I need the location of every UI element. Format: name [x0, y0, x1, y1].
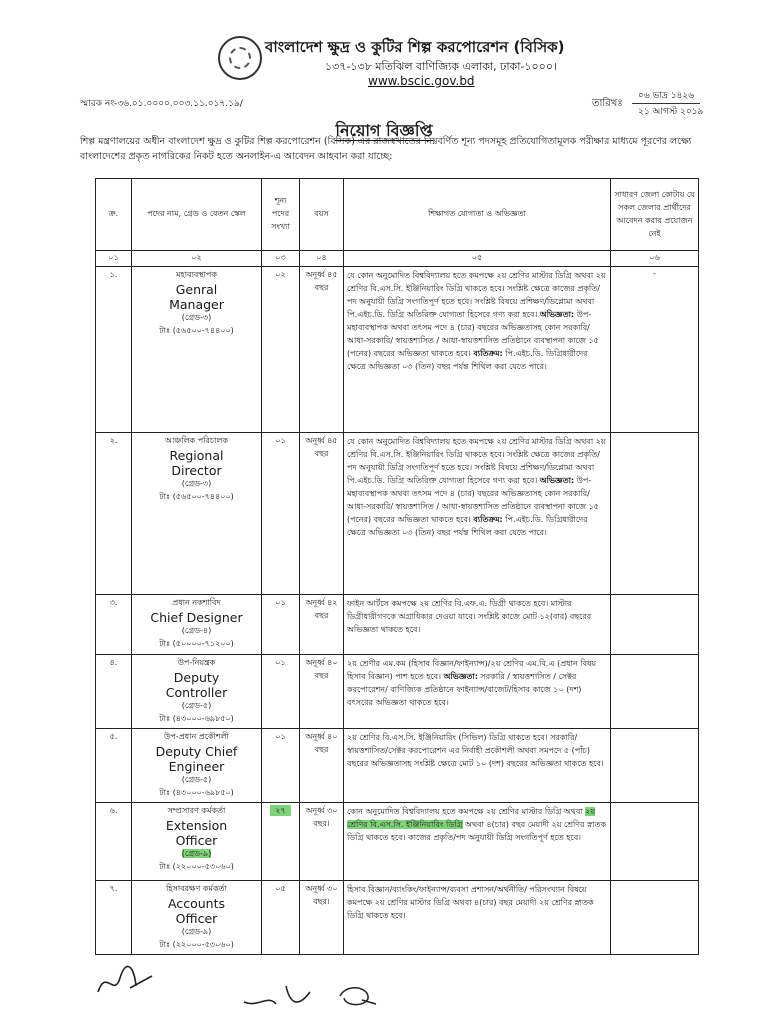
- post-cell: [132, 881, 262, 955]
- row-sl: ৪.: [96, 655, 132, 729]
- vacancy-table: [95, 178, 699, 955]
- row-sl: ৭.: [96, 881, 132, 955]
- post-name-en: Deputy: [173, 670, 220, 685]
- post-grade: (গ্রেড-৫): [181, 775, 212, 784]
- qualification-cell: [344, 267, 611, 433]
- vacancy-count-highlight: ২৭: [270, 805, 290, 816]
- org-name: বাংলাদেশ ক্ষুদ্র ও কুটির শিল্প করপোরেশন (বিসিক): [265, 38, 565, 56]
- bscic-logo: [218, 36, 262, 80]
- qualification-text: যে কোন অনুমোদিত বিশ্ববিদ্যালয় হতে কমপক্ষে ২য় শ্রেণির মাস্টার ডিগ্রি অথবা ২য় শ্রেণির বি.এস.সি. ইঞ্জিনিয়ারিং ডিগ্রি থাকতে হবে। সংশ্লিষ্ট ক্ষেত্রে কাজের প্রকৃতি/পদ অনুযায়ী ডিগ্রি সংগতিপূর্ণ হতে হবে। সংশ্লিষ্ট বিষয়ে প্রশিক্ষণ/ডিপ্লোমা অথবা পি.এইচ.ডি. ডিগ্রি অতিরিক্ত যোগ্যতা হিসেবে গণ্য করা হবে।: [347, 271, 606, 319]
- age-limit: অনূর্ধ্ব ৪০ বছর: [300, 729, 344, 803]
- post-name-en: Regional: [169, 448, 224, 463]
- experience-text: উপ-মহাব্যবস্থাপক অথবা তৎসম পদে ৪ (চার) বছরের অভিজ্ঞতাসহ কোন সরকারি/আধা-সরকারি/ স্বায়ত্তশাসিত / আধা-স্বায়ত্তশাসিত প্রতিষ্ঠানে ব্যবস্থাপনা কাজে ১৫ (পনের) বছরের অভিজ্ঞতা থাকতে হবে।: [347, 476, 599, 524]
- post-name-bn: সম্প্রসারণ কর্মকর্তা: [167, 806, 226, 815]
- reference-number: স্মারক নং-৩৬.০১.০০০০.০০৩.১১.০১৭.১৯/: [80, 99, 243, 109]
- post-name-en: Chief Designer: [150, 610, 243, 625]
- district-quota-note: [611, 655, 699, 729]
- col-header-sl: ক্র.: [96, 179, 132, 251]
- table-header-row: [96, 179, 699, 251]
- post-pay-scale: টাঃ (৪৩০০০-৬৯৮৫০): [159, 714, 234, 723]
- col-number: ০১: [96, 251, 132, 267]
- post-name-en: Engineer: [168, 759, 225, 774]
- signature-1: [90, 958, 160, 1008]
- post-name-en: Manager: [169, 297, 224, 312]
- age-limit: অনূর্ধ্ব ৩০ বছর।: [300, 881, 344, 955]
- post-name-en: Controller: [165, 685, 228, 700]
- column-number-row: [96, 251, 699, 267]
- post-name-en: Accounts: [168, 896, 225, 911]
- table-row: [96, 267, 699, 433]
- post-name-bn: প্রধান নকশাবিদ: [172, 598, 221, 607]
- post-cell: [132, 595, 262, 655]
- post-grade: (গ্রেড-৯): [181, 927, 212, 936]
- post-pay-scale: টাঃ (২২০০০-৫৩০৬০): [159, 940, 234, 949]
- post-pay-scale: টাঃ (৫০০০০-৭১২০০): [159, 639, 234, 648]
- post-pay-scale: টাঃ (২২০০০-৫৩০৬০): [159, 862, 234, 871]
- district-quota-note: [611, 881, 699, 955]
- age-limit: অনূর্ধ্ব ৪২ বছর: [300, 595, 344, 655]
- col-header-qualification: শিক্ষাগত যোগ্যতা ও অভিজ্ঞতা: [344, 179, 611, 251]
- vacancy-count: ০১: [262, 655, 300, 729]
- age-limit: অনূর্ধ্ব ৪০ বছর: [300, 655, 344, 729]
- vacancy-count: [262, 803, 300, 881]
- post-name-bn: মহাব্যবস্থাপক: [176, 270, 217, 279]
- signature-3: [332, 982, 382, 1012]
- post-grade: (গ্রেড-৪): [181, 626, 212, 635]
- post-name-en: Director: [171, 463, 222, 478]
- post-pay-scale: টাঃ (৫৬৫০০-৭৪৪০০): [159, 326, 234, 335]
- qualification-text: ২য় শ্রেণির বি.এস.সি. ইঞ্জিনিয়ারিং (সিভিল) ডিগ্রি থাকতে হবে। সরকারি/স্বায়ত্তশাসিত/সেক্টর করপোরেশন এর নির্বাহী প্রকৌশলী অথবা সমপদে ৫ (পাঁচ) বছরের অভিজ্ঞতাসহ সংশ্লিষ্ট ক্ষেত্রে মোট ১০ (দশ) বছরের অভিজ্ঞতা থাকতে হবে।: [344, 729, 611, 803]
- post-name-en: Genral: [175, 282, 218, 297]
- signature-2: [238, 978, 318, 1018]
- post-cell: [132, 803, 262, 881]
- post-cell: [132, 729, 262, 803]
- col-header-post: পদের নাম, গ্রেড ও বেতন স্কেল: [132, 179, 262, 251]
- post-name-en: Deputy Chief: [155, 744, 238, 759]
- date-label: তারিখঃ: [592, 98, 623, 109]
- post-grade: [135, 848, 258, 861]
- age-limit: অনূর্ধ্ব ৪৫ বছর: [300, 267, 344, 433]
- post-name-bn: উপ-নিয়ন্ত্রক: [177, 658, 216, 667]
- qualification-text: ফাইন আর্টসে কমপক্ষে ২য় শ্রেণির বি.এফ.এ. ডিগ্রী থাকতে হবে। মাস্টার ডিগ্রীধারীগণকে অগ্রাধিকার দেওয়া যাবে। সংশ্লিষ্ট কাজে মোট ১২(বার) বছরের অভিজ্ঞতা থাকতে হবে।: [344, 595, 611, 655]
- qualification-text: হিসাব বিজ্ঞান/ব্যাংকিং/ফাইন্যান্স/ব্যবসা প্রশাসন/অর্থনীতি/ পরিসংখ্যান বিষয়ে কমপক্ষে ২য় শ্রেণির মাস্টার ডিগ্রি অথবা ৪(চার) বছর মেয়াদী ২য় শ্রেণির স্নাতক ডিগ্রি থাকতে হবে।: [344, 881, 611, 955]
- col-header-age: বয়স: [300, 179, 344, 251]
- qualification-text: যে কোন অনুমোদিত বিশ্ববিদ্যালয় হতে কমপক্ষে ২য় শ্রেণির মাস্টার ডিগ্রি অথবা ২য় শ্রেণির বি.এস.সি. ইঞ্জিনিয়ারিং ডিগ্রি থাকতে হবে। সংশ্লিষ্ট ক্ষেত্রে কাজের প্রকৃতি/পদ অনুযায়ী ডিগ্রি সংগতিপূর্ণ হতে হবে। সংশ্লিষ্ট বিষয়ে প্রশিক্ষণ/ডিপ্লোমা অথবা পি.এইচ.ডি. ডিগ্রি অতিরিক্ত যোগ্যতা হিসেবে গণ্য করা হবে।: [347, 437, 606, 485]
- table-row: [96, 595, 699, 655]
- row-sl: ৩.: [96, 595, 132, 655]
- table-row: [96, 729, 699, 803]
- post-cell: [132, 433, 262, 595]
- qualification-highlight: ২য় শ্রেণির বি.এস.সি. ইঞ্জিনিয়ারিং ডিগ্রি: [347, 807, 596, 829]
- exception-text: পি.এইচ.ডি. ডিগ্রিধারীদের ক্ষেত্রে অভিজ্ঞতা ০৩ (তিন) বছর পর্যন্ত শিথিল করা যেতে পারে।: [347, 349, 588, 371]
- exception-label: ব্যতিক্রম:: [473, 349, 503, 358]
- exception-text: পি.এইচ.ডি. ডিগ্রিধারীদের ক্ষেত্রে অভিজ্ঞতা ০৩ (তিন) বছর পর্যন্ত শিথিল করা যেতে পারে।: [347, 515, 588, 537]
- qualification-cell: [344, 655, 611, 729]
- col-number: ০৫: [344, 251, 611, 267]
- post-grade-highlight: (গ্রেড-৯): [181, 849, 212, 858]
- table-row: [96, 655, 699, 729]
- qualification-cell: [344, 803, 611, 881]
- experience-text: সরকারি / স্বায়ত্তশাসিত / সেক্টর করপোরেশন/ বাণিজ্যিক প্রতিষ্ঠানে ফাইন্যান্স/বাজেট/হিসাব কাজে ১০ (দশ) বৎসরের অভিজ্ঞতা থাকতে হবে।: [347, 672, 582, 707]
- date-gregorian: ২১ আগস্ট ২০১৯: [638, 107, 704, 117]
- org-website-link[interactable]: www.bscic.gov.bd: [368, 74, 475, 88]
- post-grade: (গ্রেড-৩): [181, 313, 212, 322]
- col-number: ০৬: [611, 251, 699, 267]
- exception-label: ব্যতিক্রম:: [473, 515, 503, 524]
- post-name-en: Extension: [165, 818, 228, 833]
- qualification-text: ২য় শ্রেণীর এম.কম (হিসাব বিজ্ঞান/ফাইন্যান্স)/২য় শ্রেণির এম.বি.এ (প্রধান বিষয় হিসাব বিজ্ঞান) পাশ হতে হবে।: [347, 659, 597, 681]
- row-sl: ১.: [96, 267, 132, 433]
- qualification-cell: [344, 433, 611, 595]
- district-quota-note: [611, 803, 699, 881]
- district-quota-note: [611, 729, 699, 803]
- notice-intro: শিল্প মন্ত্রণালয়ের অধীন বাংলাদেশ ক্ষুদ্র ও কুটির শিল্প করপোরেশন (বিসিক) এর রাজস্বখাতের নিম্নবর্ণিত শূন্য পদসমূহ প্রতিযোগিতামূলক পরীক্ষার মাধ্যমে পূরণের লক্ষ্যে বাংলাদেশের প্রকৃত নাগরিকের নিকট হতে অনলাইন-এ আবেদন আহবান করা যাচ্ছে:: [80, 136, 692, 162]
- district-quota-note: [611, 433, 699, 595]
- post-grade: (গ্রেড-৩): [181, 479, 212, 488]
- row-sl: ৬.: [96, 803, 132, 881]
- post-pay-scale: টাঃ (৫৬৫০০-৭৪৪০০): [159, 492, 234, 501]
- table-row: [96, 803, 699, 881]
- post-name-en: Officer: [175, 911, 218, 926]
- post-cell: [132, 655, 262, 729]
- post-name-bn: হিসাবরক্ষণ কর্মকর্তা: [166, 884, 227, 893]
- post-grade: (গ্রেড-৫): [181, 701, 212, 710]
- experience-text: উপ-মহাব্যবস্থাপক অথবা তৎসম পদে ৪ (চার) বছরের অভিজ্ঞতাসহ কোন সরকারি/আধা-সরকারি/ স্বায়ত্তশাসিত / আধা-স্বায়ত্তশাসিত প্রতিষ্ঠানে ব্যবস্থাপনা কাজে ১৫ (পনের) বছরের অভিজ্ঞতা থাকতে হবে।: [347, 310, 599, 358]
- experience-label: অভিজ্ঞতা:: [539, 476, 575, 485]
- qualification-text: কোন অনুমোদিত বিশ্ববিদ্যালয় হতে কমপক্ষে ২য় শ্রেণির মাস্টার ডিগ্রি অথবা: [347, 807, 586, 816]
- district-quota-note: -: [611, 267, 699, 433]
- row-sl: ২.: [96, 433, 132, 595]
- col-number: ০৩: [262, 251, 300, 267]
- table-row: [96, 881, 699, 955]
- post-cell: [132, 267, 262, 433]
- vacancy-count: ০১: [262, 729, 300, 803]
- org-address: ১৩৭-১৩৮ মতিঝিল বাণিজ্যিক এলাকা, ঢাকা-১০০০।: [325, 60, 557, 73]
- table-row: [96, 433, 699, 595]
- notice-title: নিয়োগ বিজ্ঞপ্তি: [335, 121, 433, 140]
- col-header-district-quota: সাধারণ জেলা কোটায় যে সকল জেলার প্রার্থীদের আবেদন করার প্রয়োজন নেই: [611, 179, 699, 251]
- post-name-bn: উপ-প্রধান প্রকৌশলী: [164, 732, 229, 741]
- district-quota-note: [611, 595, 699, 655]
- vacancy-count: ০২: [262, 267, 300, 433]
- col-header-vacancy: শূন্য পদের সংখ্যা: [262, 179, 300, 251]
- col-number: ০৪: [300, 251, 344, 267]
- qualification-text: অথবা ৪(চার) বছর মেয়াদী ২য় শ্রেণির স্নাতক ডিগ্রি থাকতে হবে। কাজের প্রকৃতি/পদ অনুযায়ী ডিগ্রি সংগতিপূর্ণ হতে হবে।: [347, 820, 607, 842]
- date-bangla-calendar: ০৬ ভাদ্র ১৪২৬: [632, 88, 700, 104]
- post-pay-scale: টাঃ (৪৩০০০-৬৯৮৫০): [159, 788, 234, 797]
- vacancy-count: ০১: [262, 595, 300, 655]
- vacancy-count: ০৫: [262, 881, 300, 955]
- age-limit: অনূর্ধ্ব ৩০ বছর।: [300, 803, 344, 881]
- post-name-en: Officer: [175, 833, 218, 848]
- age-limit: অনূর্ধ্ব ৪৫ বছর: [300, 433, 344, 595]
- vacancy-count: ০১: [262, 433, 300, 595]
- row-sl: ৫.: [96, 729, 132, 803]
- experience-label: অভিজ্ঞতা:: [443, 672, 478, 681]
- post-name-bn: আঞ্চলিক পরিচালক: [164, 436, 229, 445]
- col-number: ০২: [132, 251, 262, 267]
- experience-label: অভিজ্ঞতা:: [539, 310, 575, 319]
